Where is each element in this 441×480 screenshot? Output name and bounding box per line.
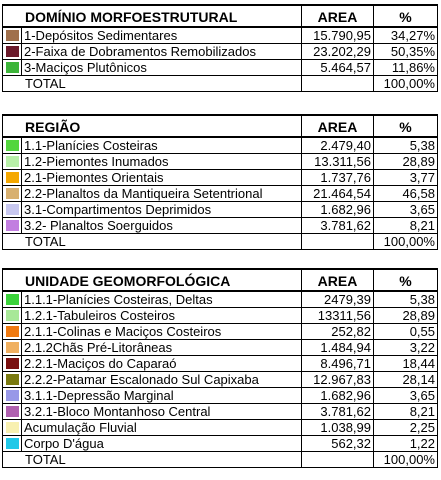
percent-column-header: %	[374, 4, 438, 28]
table-header-row	[2, 4, 438, 28]
row-area: 1.682,96	[302, 202, 374, 218]
legend-swatch-cell	[2, 218, 22, 234]
row-label: 3.1-Compartimentos Deprimidos	[22, 202, 302, 218]
row-area: 12.967,83	[302, 372, 374, 388]
row-percent: 0,55	[374, 324, 438, 340]
legend-color-swatch	[6, 204, 19, 215]
legend-swatch-cell	[2, 372, 22, 388]
total-area	[302, 76, 374, 92]
table-row	[2, 340, 438, 356]
legend-color-swatch	[6, 220, 19, 231]
table-title: DOMÍNIO MORFOESTRUTURAL	[2, 4, 302, 28]
legend-color-swatch	[6, 342, 19, 353]
table-row	[2, 372, 438, 388]
row-percent: 3,77	[374, 170, 438, 186]
legend-swatch-cell	[2, 420, 22, 436]
row-area: 2.479,40	[302, 138, 374, 154]
percent-column-header: %	[374, 268, 438, 292]
table-row	[2, 308, 438, 324]
legend-swatch-cell	[2, 404, 22, 420]
row-label: 1.1.1-Planícies Costeiras, Deltas	[22, 292, 302, 308]
table-row	[2, 44, 438, 60]
row-area: 1.737,76	[302, 170, 374, 186]
total-percent: 100,00%	[374, 452, 438, 468]
legend-swatch-cell	[2, 436, 22, 452]
legend-color-swatch	[6, 294, 19, 305]
row-percent: 5,38	[374, 138, 438, 154]
row-label: Acumulação Fluvial	[22, 420, 302, 436]
table-row	[2, 292, 438, 308]
row-area: 5.464,57	[302, 60, 374, 76]
table-row	[2, 356, 438, 372]
table-row	[2, 404, 438, 420]
table-row	[2, 218, 438, 234]
table-row	[2, 388, 438, 404]
table-row	[2, 420, 438, 436]
legend-swatch-cell	[2, 356, 22, 372]
row-area: 13.311,56	[302, 154, 374, 170]
row-label: 2.1.2Chãs Pré-Litorâneas	[22, 340, 302, 356]
row-label: 2.1-Piemontes Orientais	[22, 170, 302, 186]
table-row	[2, 138, 438, 154]
total-percent: 100,00%	[374, 234, 438, 250]
row-area: 2479,39	[302, 292, 374, 308]
legend-color-swatch	[6, 140, 19, 151]
row-label: 1.2-Piemontes Inumados	[22, 154, 302, 170]
row-label: 2.2.2-Patamar Escalonado Sul Capixaba	[22, 372, 302, 388]
row-label: 2-Faixa de Dobramentos Remobilizados	[22, 44, 302, 60]
total-label: TOTAL	[2, 76, 302, 92]
legend-color-swatch	[6, 422, 19, 433]
row-percent: 1,22	[374, 436, 438, 452]
percent-column-header: %	[374, 114, 438, 138]
row-percent: 28,89	[374, 308, 438, 324]
row-percent: 8,21	[374, 404, 438, 420]
table-row	[2, 436, 438, 452]
legend-color-swatch	[6, 438, 19, 449]
legend-color-swatch	[6, 374, 19, 385]
row-label: 1-Depósitos Sedimentares	[22, 28, 302, 44]
legend-color-swatch	[6, 406, 19, 417]
row-percent: 50,35%	[374, 44, 438, 60]
legend-swatch-cell	[2, 388, 22, 404]
row-label: 1.2.1-Tabuleiros Costeiros	[22, 308, 302, 324]
total-percent: 100,00%	[374, 76, 438, 92]
legend-color-swatch	[6, 62, 19, 73]
dominio-morfoestrutural-table	[2, 4, 438, 92]
row-area: 15.790,95	[302, 28, 374, 44]
table-header-row	[2, 268, 438, 292]
table-title: UNIDADE GEOMORFOLÓGICA	[2, 268, 302, 292]
row-area: 3.781,62	[302, 404, 374, 420]
unidade-geomorfologica-table	[2, 268, 438, 468]
row-area: 13311,56	[302, 308, 374, 324]
row-percent: 28,14	[374, 372, 438, 388]
legend-color-swatch	[6, 326, 19, 337]
row-area: 562,32	[302, 436, 374, 452]
legend-swatch-cell	[2, 202, 22, 218]
legend-swatch-cell	[2, 340, 22, 356]
row-percent: 3,22	[374, 340, 438, 356]
legend-color-swatch	[6, 156, 19, 167]
row-percent: 8,21	[374, 218, 438, 234]
row-percent: 2,25	[374, 420, 438, 436]
total-label: TOTAL	[2, 452, 302, 468]
legend-swatch-cell	[2, 292, 22, 308]
row-label: 3.2- Planaltos Soerguidos	[22, 218, 302, 234]
row-label: 1.1-Planícies Costeiras	[22, 138, 302, 154]
row-label: 2.1.1-Colinas e Maciços Costeiros	[22, 324, 302, 340]
row-area: 1.038,99	[302, 420, 374, 436]
table-row	[2, 202, 438, 218]
legend-swatch-cell	[2, 154, 22, 170]
legend-swatch-cell	[2, 60, 22, 76]
row-label: 3.2.1-Bloco Montanhoso Central	[22, 404, 302, 420]
row-percent: 5,38	[374, 292, 438, 308]
row-label: 3-Maciços Plutônicos	[22, 60, 302, 76]
total-label: TOTAL	[2, 234, 302, 250]
row-area: 1.484,94	[302, 340, 374, 356]
legend-color-swatch	[6, 310, 19, 321]
table-row	[2, 154, 438, 170]
total-area	[302, 452, 374, 468]
legend-swatch-cell	[2, 170, 22, 186]
row-label: 3.1.1-Depressão Marginal	[22, 388, 302, 404]
legend-color-swatch	[6, 188, 19, 199]
table-header-row	[2, 114, 438, 138]
legend-color-swatch	[6, 390, 19, 401]
row-area: 252,82	[302, 324, 374, 340]
legend-swatch-cell	[2, 138, 22, 154]
row-percent: 28,89	[374, 154, 438, 170]
legend-swatch-cell	[2, 186, 22, 202]
row-percent: 3,65	[374, 388, 438, 404]
row-label: 2.2-Planaltos da Mantiqueira Setentrional	[22, 186, 302, 202]
row-percent: 3,65	[374, 202, 438, 218]
legend-color-swatch	[6, 30, 19, 41]
legend-swatch-cell	[2, 324, 22, 340]
legend-color-swatch	[6, 46, 19, 57]
row-area: 8.496,71	[302, 356, 374, 372]
row-percent: 18,44	[374, 356, 438, 372]
total-row	[2, 234, 438, 250]
legend-swatch-cell	[2, 308, 22, 324]
legend-swatch-cell	[2, 28, 22, 44]
row-area: 3.781,62	[302, 218, 374, 234]
row-area: 1.682,96	[302, 388, 374, 404]
table-row	[2, 60, 438, 76]
row-area: 23.202,29	[302, 44, 374, 60]
total-row	[2, 452, 438, 468]
legend-color-swatch	[6, 358, 19, 369]
row-percent: 34,27%	[374, 28, 438, 44]
area-column-header: AREA	[302, 268, 374, 292]
total-row	[2, 76, 438, 92]
table-row	[2, 324, 438, 340]
total-area	[302, 234, 374, 250]
area-column-header: AREA	[302, 4, 374, 28]
table-row	[2, 186, 438, 202]
row-area: 21.464,54	[302, 186, 374, 202]
area-column-header: AREA	[302, 114, 374, 138]
row-label: 2.2.1-Maciços do Caparaó	[22, 356, 302, 372]
row-percent: 46,58	[374, 186, 438, 202]
regiao-table	[2, 114, 438, 250]
table-row	[2, 28, 438, 44]
legend-swatch-cell	[2, 44, 22, 60]
row-percent: 11,86%	[374, 60, 438, 76]
legend-color-swatch	[6, 172, 19, 183]
table-title: REGIÃO	[2, 114, 302, 138]
row-label: Corpo D'água	[22, 436, 302, 452]
table-row	[2, 170, 438, 186]
